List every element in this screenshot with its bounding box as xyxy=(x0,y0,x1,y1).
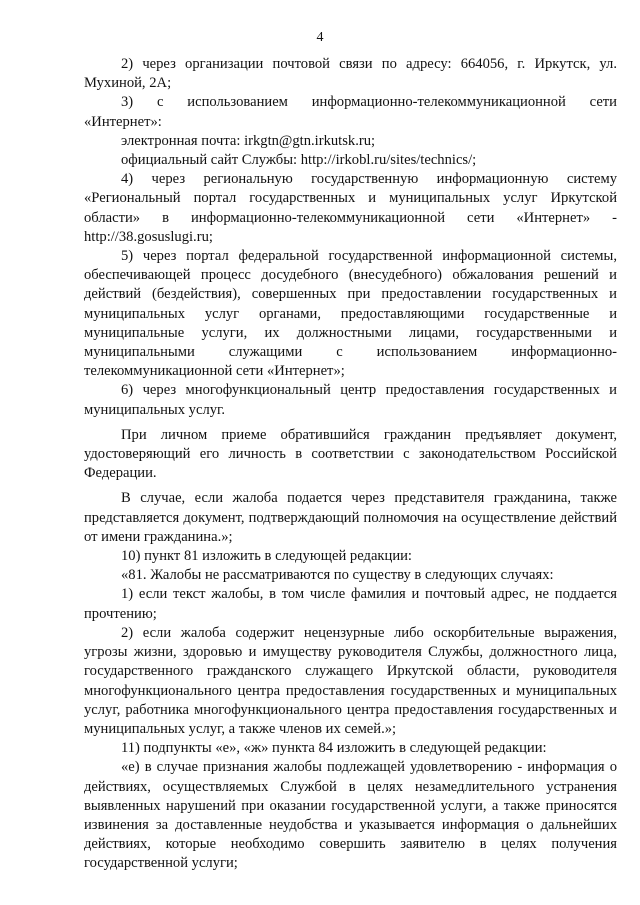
paragraph: 6) через многофункциональный центр предоставления государственных и муниципальных услуг. xyxy=(84,382,617,418)
paragraph: 2) через организации почтовой связи по адресу: 664056, г. Иркутск, ул. Мухиной, 2А; xyxy=(84,56,617,92)
paragraph: официальный сайт Службы: http://irkobl.ru/sites/technics/; xyxy=(121,152,477,169)
paragraph: 10) пункт 81 изложить в следующей редакции: xyxy=(121,548,412,565)
paragraph: 3) с использованием информационно-телекоммуникационной сети «Интернет»: xyxy=(84,94,617,130)
paragraph: 11) подпункты «е», «ж» пункта 84 изложить в следующей редакции: xyxy=(121,740,547,757)
paragraph: электронная почта: irkgtn@gtn.irkutsk.ru; xyxy=(121,132,376,149)
page-number: 4 xyxy=(316,30,324,45)
paragraph: 1) если текст жалобы, в том числе фамилия и почтовый адрес, не поддается прочтению; xyxy=(84,586,617,622)
paragraph: В случае, если жалоба подается через представителя гражданина, также представляется документ, подтверждающий полномочия на осуществление действий от имени гражданина.»; xyxy=(84,490,617,545)
paragraph: 4) через региональную государственную информационную систему «Региональный портал государственных и муниципальных услуг Иркутской области» в информационно-телекоммуникационной сети «Интернет» - http://38.gosuslugi.ru; xyxy=(84,171,617,245)
document-body xyxy=(84,55,617,874)
paragraph: При личном приеме обратившийся гражданин предъявляет документ, удостоверяющий его личность в соответствии с законодательством Российской Федерации. xyxy=(84,426,617,482)
paragraph: «81. Жалобы не рассматриваются по существу в следующих случаях: xyxy=(121,567,554,584)
paragraph: 2) если жалоба содержит нецензурные либо оскорбительные выражения, угрозы жизни, здоровью и имуществу руководителя Службы, должностного лица, государственного гражданского служащего Иркутской области, руководителя многофункционального центра предоставления государственных и муниципальных услуг, работника многофункционального центра предоставления государственных и муниципальных услуг, а также членов их семей.»; xyxy=(84,624,617,737)
paragraph: «е) в случае признания жалобы подлежащей удовлетворению - информация о действиях, осуществляемых Службой в целях незамедлительного устранения выявленных нарушений при оказании государственной услуги, а также приносятся извинения за доставленные неудобства и указывается информация о дальнейших действиях, которые необходимо совершить заявителю в целях получения государственной услуги; xyxy=(84,759,617,872)
paragraph: 5) через портал федеральной государственной информационной системы, обеспечивающей процесс досудебного (внесудебного) обжалования решений и действий (бездействия), совершенных при предоставлении государственных и муниципальных услуг органами, предоставляющими государственные и муниципальные услуги, их должностными лицами, государственными и муниципальными служащими с использованием информационно-телекоммуникационной сети «Интернет»; xyxy=(84,248,617,380)
